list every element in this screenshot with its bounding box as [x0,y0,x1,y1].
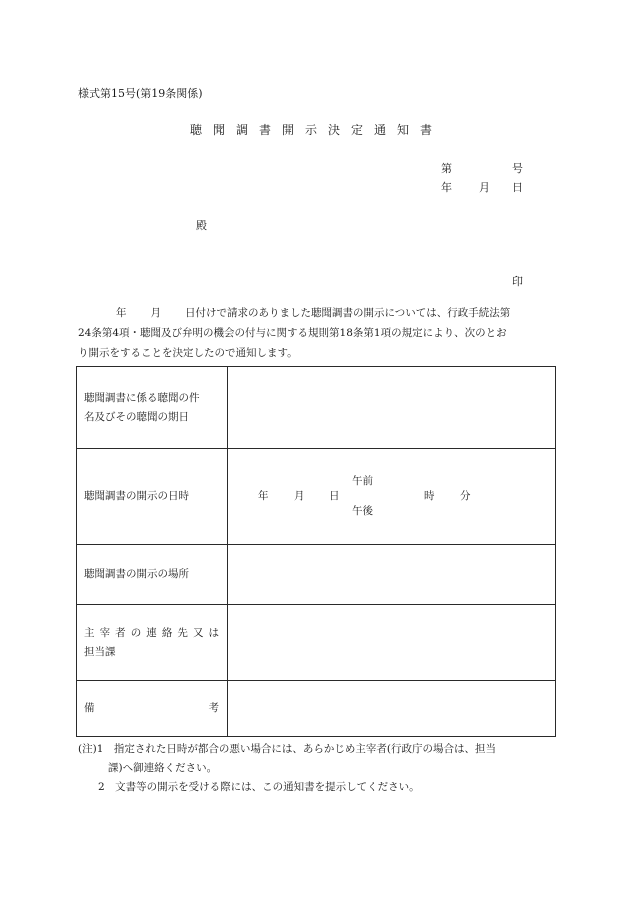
disclosure-place-label: 聴聞調書の開示の場所 [77,545,228,605]
contact-value[interactable] [228,605,556,681]
notice-body-line-2: 24条第4項・聴聞及び弁明の機会の付与に関する規則第18条第1項の規定により、次のとお [78,327,507,339]
remarks-label [77,681,228,737]
hearing-case-value[interactable] [228,367,556,449]
datetime-day: 日 [329,490,340,502]
contact-label-char: 者 [115,626,126,639]
issue-date-day: 日 [512,181,523,194]
hearing-case-label-line-1: 聴聞調書に係る聴聞の件 [84,391,200,404]
remarks-label-char-1: 備 [84,702,95,714]
hearing-case-label [77,367,228,449]
table-row [77,681,556,737]
document-title: 聴聞調書開示決定通知書 [190,123,444,137]
notes-section [78,740,558,797]
hearing-case-label-line-2: 名及びその聴聞の期日 [84,410,189,423]
form-number: 様式第15号(第19条関係) [78,87,203,100]
datetime-hour: 時 [424,490,435,502]
contact-label-char: 絡 [161,626,173,639]
contact-label-char: は [208,626,219,639]
contact-label-char: の [130,626,142,639]
datetime-pm: 午後 [352,505,373,517]
datetime-am: 午前 [352,475,373,487]
disclosure-datetime-value[interactable] [228,449,556,545]
notice-body [78,303,558,363]
addressee-honorific: 殿 [196,219,207,232]
table-row [77,449,556,545]
reference-number-suffix: 号 [512,162,523,175]
table-row [77,605,556,681]
contact-label-char: 先 [177,626,188,639]
body-month: 月 [150,307,161,319]
contact-label-char: 主 [84,626,95,639]
datetime-minute: 分 [460,490,471,502]
remarks-label-char-2: 考 [208,702,219,714]
notice-body-line-1 [78,303,558,323]
contact-label-char: 宰 [99,626,111,639]
contact-label-char: 又 [192,626,204,639]
body-year: 年 [116,307,127,319]
remarks-value[interactable] [228,681,556,737]
note-1-continued: 課)へ御連絡ください。 [108,762,218,774]
issue-date-year: 年 [441,181,452,194]
datetime-year: 年 [258,490,269,502]
note-2: 2 文書等の開示を受ける際には、この通知書を提示してください。 [98,781,420,793]
remarks-label-text [84,699,227,718]
contact-label-char: 連 [146,626,157,639]
note-1: (注)1 指定された日時が都合の悪い場合には、あらかじめ主宰者(行政庁の場合は、担当 [78,743,496,755]
contact-label-line-1 [84,624,227,643]
disclosure-details-table [76,366,556,737]
seal-mark: 印 [512,275,523,288]
contact-label-line-2: 担当課 [84,645,116,658]
disclosure-place-value[interactable] [228,545,556,605]
contact-label [77,605,228,681]
datetime-month: 月 [294,490,305,502]
table-row [77,367,556,449]
table-row [77,545,556,605]
body-line1-text: 日付けで請求のありました聴聞調書の開示については、行政手続法第 [185,307,511,319]
disclosure-datetime-label: 聴聞調書の開示の日時 [77,449,228,545]
notice-body-line-3: り開示をすることを決定したので通知します。 [78,347,298,359]
issue-date-month: 月 [479,181,490,194]
reference-number-prefix: 第 [441,162,452,175]
